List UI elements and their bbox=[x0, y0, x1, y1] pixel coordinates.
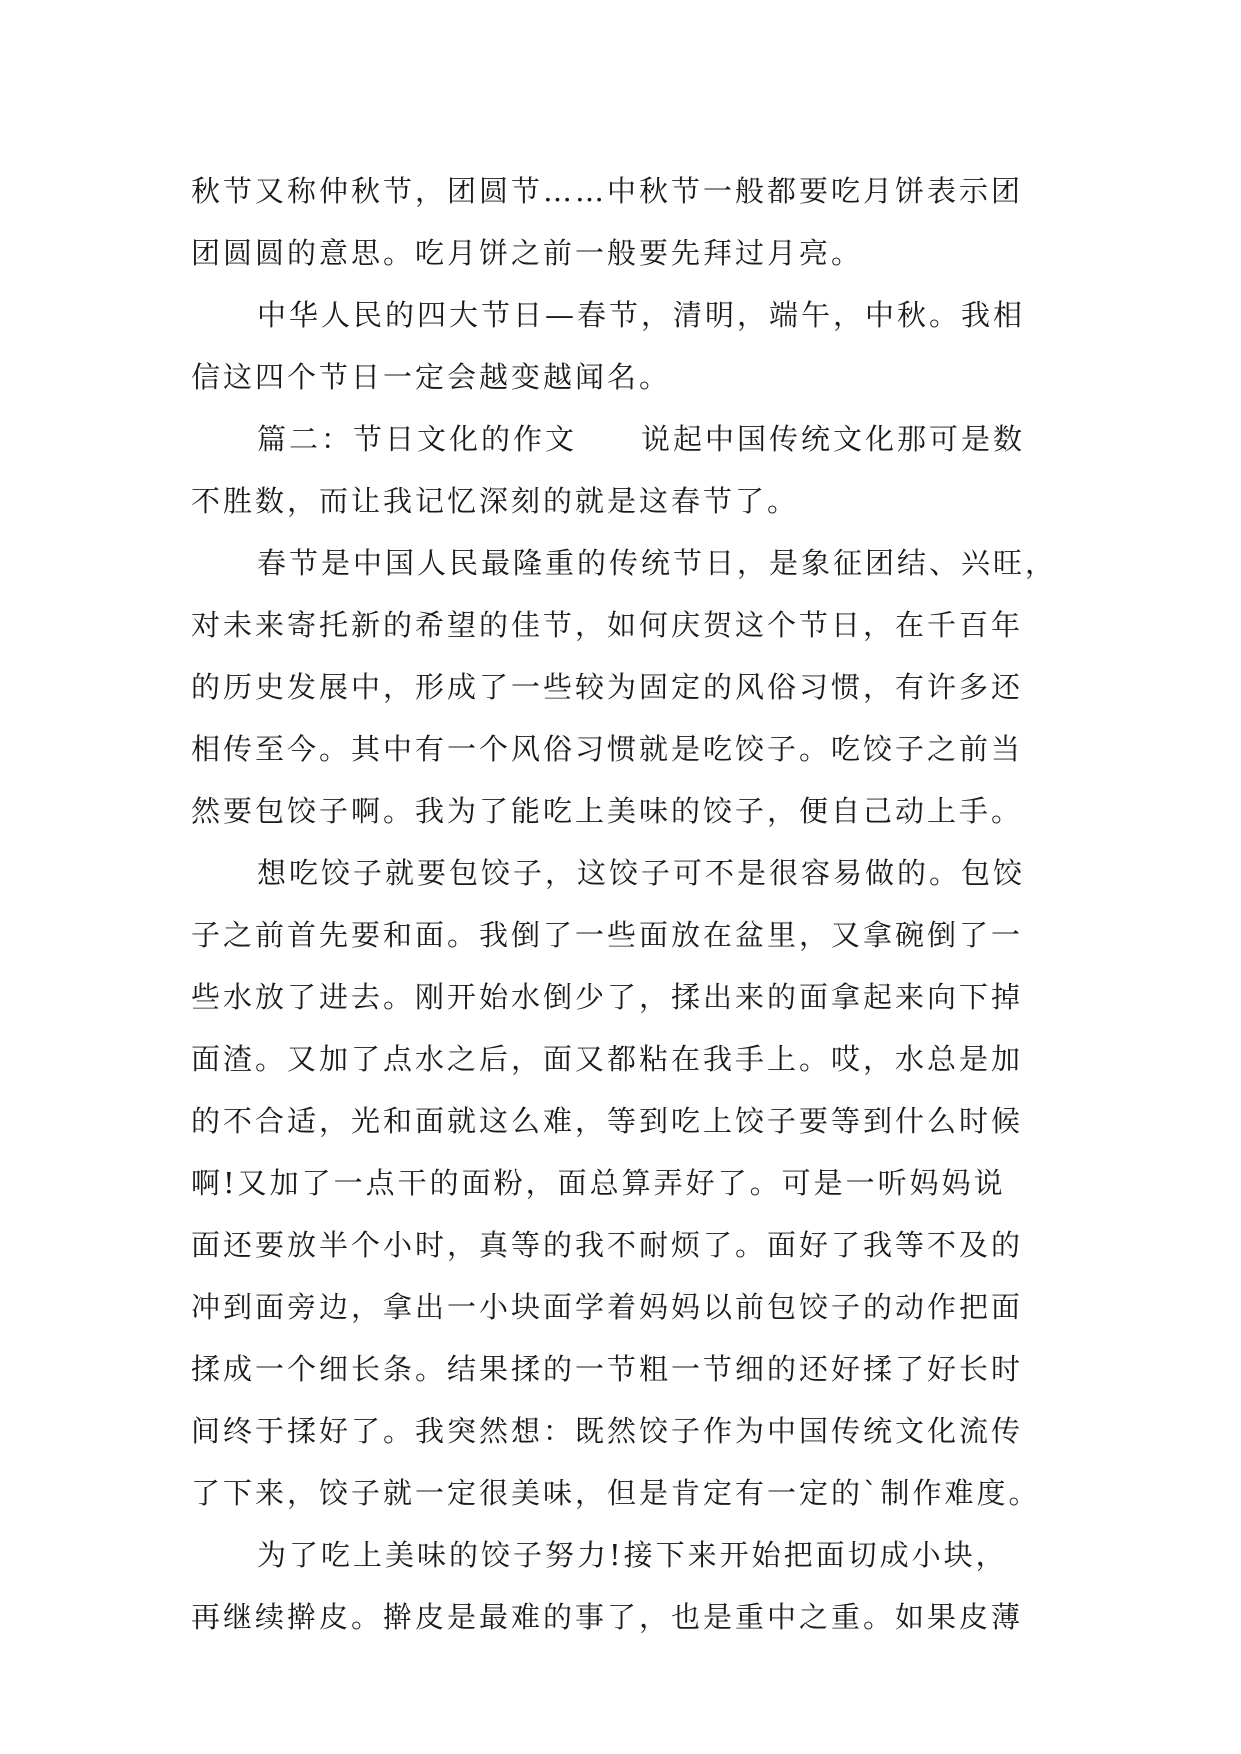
text-line: 团圆圆的意思。吃月饼之前一般要先拜过月亮。 bbox=[191, 236, 864, 270]
text-line: 面还要放半个小时，真等的我不耐烦了。面好了我等不及的 bbox=[191, 1228, 1024, 1262]
text-line: 啊!又加了一点干的面粉，面总算弄好了。可是一听妈妈说 bbox=[191, 1166, 1006, 1200]
text-line: 的不合适，光和面就这么难，等到吃上饺子要等到什么时候 bbox=[191, 1104, 1024, 1138]
text-line: 间终于揉好了。我突然想：既然饺子作为中国传统文化流传 bbox=[191, 1414, 1024, 1448]
text-line: 秋节又称仲秋节，团圆节……中秋节一般都要吃月饼表示团 bbox=[191, 174, 1024, 208]
text-line: 些水放了进去。刚开始水倒少了，揉出来的面拿起来向下掉 bbox=[191, 980, 1024, 1014]
text-line: 想吃饺子就要包饺子，这饺子可不是很容易做的。包饺 bbox=[257, 856, 1026, 890]
text-line: 中华人民的四大节日—春节，清明，端午，中秋。我相 bbox=[257, 298, 1026, 332]
text-line: 不胜数，而让我记忆深刻的就是这春节了。 bbox=[191, 484, 800, 518]
text-line: 信这四个节日一定会越变越闻名。 bbox=[191, 360, 672, 394]
text-line: 的历史发展中，形成了一些较为固定的风俗习惯，有许多还 bbox=[191, 670, 1024, 704]
text-line: 揉成一个细长条。结果揉的一节粗一节细的还好揉了好长时 bbox=[191, 1352, 1024, 1386]
text-line: 面渣。又加了点水之后，面又都粘在我手上。哎，水总是加 bbox=[191, 1042, 1024, 1076]
text-line: 篇二：节日文化的作文 说起中国传统文化那可是数 bbox=[257, 422, 1026, 456]
text-line: 然要包饺子啊。我为了能吃上美味的饺子，便自己动上手。 bbox=[191, 794, 1024, 828]
text-line: 子之前首先要和面。我倒了一些面放在盆里，又拿碗倒了一 bbox=[191, 918, 1024, 952]
text-line: 为了吃上美味的饺子努力!接下来开始把面切成小块， bbox=[257, 1538, 1008, 1572]
text-line: 相传至今。其中有一个风俗习惯就是吃饺子。吃饺子之前当 bbox=[191, 732, 1024, 766]
text-line: 冲到面旁边，拿出一小块面学着妈妈以前包饺子的动作把面 bbox=[191, 1290, 1024, 1324]
document-body bbox=[191, 160, 1071, 1648]
text-line: 再继续擀皮。擀皮是最难的事了，也是重中之重。如果皮薄 bbox=[191, 1600, 1024, 1634]
text-line: 了下来，饺子就一定很美味，但是肯定有一定的`制作难度。 bbox=[191, 1476, 1041, 1510]
text-line: 春节是中国人民最隆重的传统节日，是象征团结、兴旺， bbox=[257, 546, 1058, 580]
text-line: 对未来寄托新的希望的佳节，如何庆贺这个节日，在千百年 bbox=[191, 608, 1024, 642]
